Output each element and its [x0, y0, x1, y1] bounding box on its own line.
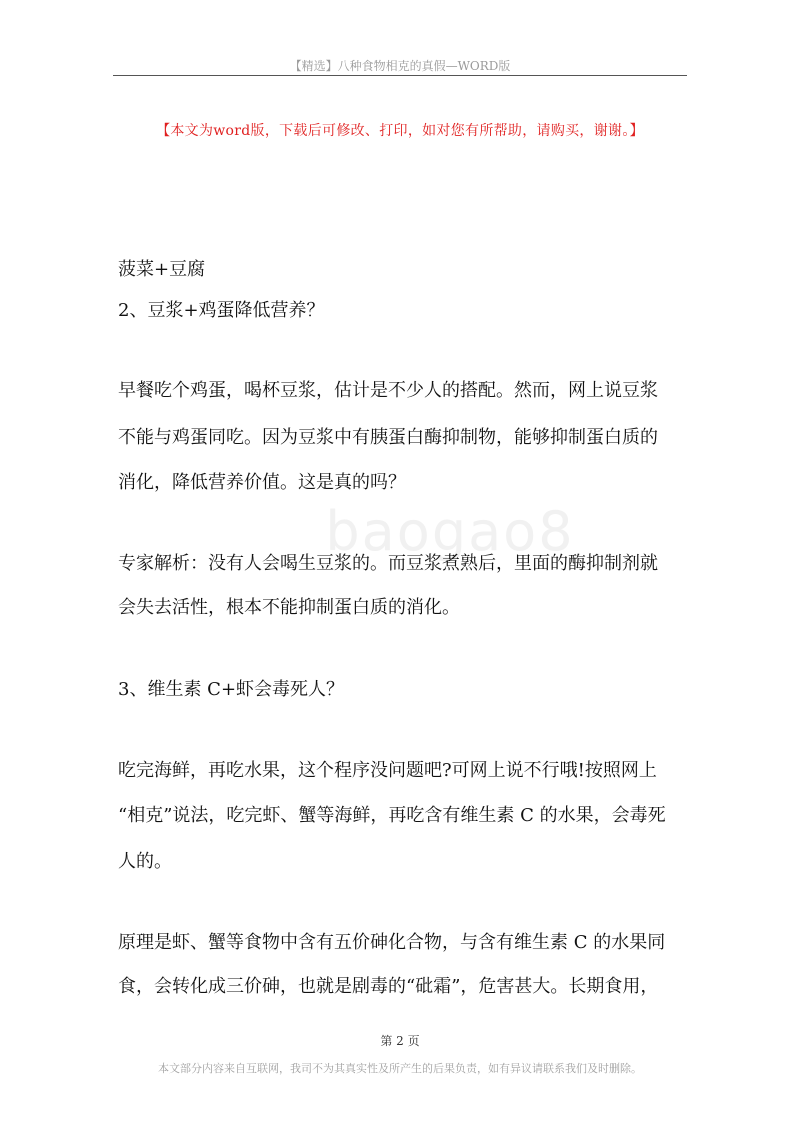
section-title-spinach-tofu: 菠菜+豆腐	[118, 259, 206, 280]
paragraph-line: 不能与鸡蛋同吃。因为豆浆中有胰蛋白酶抑制物，能够抑制蛋白质的	[118, 427, 658, 448]
paragraph-line: 原理是虾、蟹等食物中含有五价砷化合物，与含有维生素 C 的水果同	[118, 932, 666, 953]
paragraph-line: 食，会转化成三价砷，也就是剧毒的“砒霜”，危害甚大。长期食用，	[118, 976, 659, 997]
heading-soymilk-egg: 2、豆浆+鸡蛋降低营养？	[118, 300, 325, 321]
heading-vitamin-c-shrimp: 3、维生素 C+虾会毒死人？	[118, 679, 345, 700]
paragraph-line: 早餐吃个鸡蛋，喝杯豆浆，估计是不少人的搭配。然而，网上说豆浆	[118, 380, 658, 401]
paragraph-line: 吃完海鲜，再吃水果，这个程序没问题吧?可网上说不行哦!按照网上	[118, 760, 657, 781]
paragraph-line: 会失去活性，根本不能抑制蛋白质的消化。	[118, 597, 460, 618]
paragraph-line: 专家解析：没有人会喝生豆浆的。而豆浆煮熟后，里面的酶抑制剂就	[118, 553, 658, 574]
header-title: 【精选】八种食物相克的真假—WORD版	[289, 59, 511, 73]
paragraph-line: 消化，降低营养价值。这是真的吗？	[118, 472, 406, 493]
purchase-notice: 【本文为word版，下载后可修改、打印，如对您有所帮助，请购买，谢谢。】	[156, 123, 644, 139]
header-divider	[113, 75, 687, 76]
watermark: baogao8	[325, 500, 575, 563]
paragraph-line: “相克”说法，吃完虾、蟹等海鲜，再吃含有维生素 C 的水果，会毒死	[118, 805, 666, 826]
footer-disclaimer: 本文部分内容来自互联网，我司不为其真实性及所产生的后果负责，如有异议请联系我们及时删除。	[158, 1062, 642, 1075]
page-number: 第 2 页	[380, 1034, 420, 1048]
paragraph-line: 人的。	[118, 851, 172, 872]
